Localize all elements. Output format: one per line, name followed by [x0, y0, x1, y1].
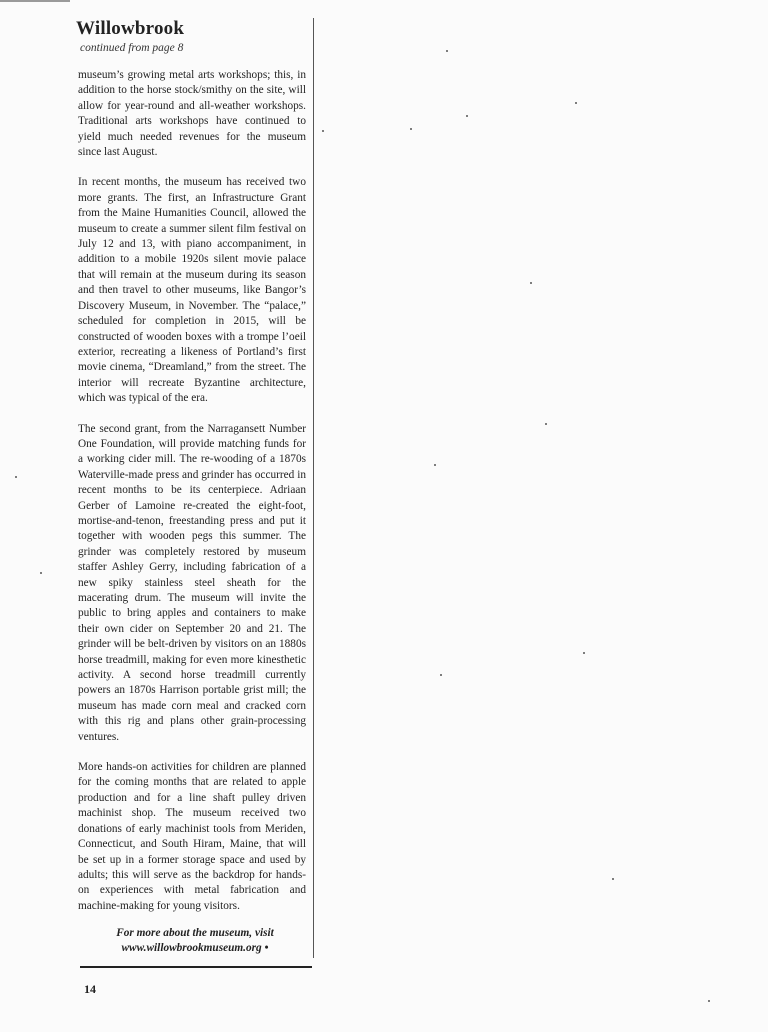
- scan-speck: [15, 476, 17, 478]
- scan-speck: [708, 1000, 710, 1002]
- article-body: [78, 68, 306, 929]
- article-paragraph: The second grant, from the Narragansett Number One Foundation, will provide matching funds for a working cider mill. The re-wooding of a 1870s Waterville-made press and grinder has occurred in recent months to be its centerpiece. Adriaan Gerber of Lamoine re-created the eight-foot, mortise-and-tenon, freestanding press and put it together with wooden pegs this summer. The grinder was completely restored by museum staffer Ashley Gerry, including fabrication of a new spiky stainless steel sheath for the macerating drum. The museum will invite the public to bring apples and containers to make their own cider on September 20 and 21. The grinder will be belt-driven by visitors on an 1880s horse treadmill, making for even more kinesthetic activity. A second horse treadmill currently powers an 1870s Harrison portable grist mill; the museum has made corn meal and cracked corn with this rig and plans other grain-processing ventures.: [78, 422, 306, 743]
- scan-speck: [575, 102, 577, 104]
- closing-note: For more about the museum, visit www.willowbrookmuseum.org •: [116, 927, 274, 954]
- scan-speck: [434, 464, 436, 466]
- column-divider: [313, 18, 314, 958]
- scan-speck: [612, 878, 614, 880]
- scan-speck: [440, 674, 442, 676]
- scan-speck: [40, 572, 42, 574]
- scan-speck: [545, 423, 547, 425]
- scan-speck: [466, 115, 468, 117]
- scan-speck: [583, 652, 585, 654]
- scan-speck: [322, 130, 324, 132]
- bottom-rule: [80, 966, 312, 968]
- scan-speck: [410, 128, 412, 130]
- article-title: Willowbrook: [76, 18, 185, 39]
- article-paragraph: In recent months, the museum has received two more grants. The first, an Infrastructure Grant from the Maine Humanities Council, allowed the museum to create a summer silent film festival on July 12 and 13, with piano accompaniment, in addition to a mobile 1920s silent movie palace that will remain at the museum during its season and then travel to other museums, like Bangor’s Discovery Museum, in November. The “palace,” scheduled for completion in 2015, will be constructed of wooden boxes with a trompe l’oeil exterior, recreating a likeness of Portland’s first movie cinema, “Dreamland,” from the street. The interior will recreate Byzantine architecture, which was typical of the era.: [78, 176, 306, 405]
- scan-edge-line: [0, 0, 70, 2]
- scan-speck: [530, 282, 532, 284]
- continuation-note: continued from page 8: [80, 42, 184, 54]
- article-paragraph: More hands-on activities for children are planned for the coming months that are related to apple production and for a line shaft pulley driven machinist shop. The museum received two donations of early machinist tools from Meriden, Connecticut, and South Hiram, Maine, that will be set up in a former storage space and used by adults; this will serve as the backdrop for hands-on experiences with metal fabrication and machine-making for young visitors.: [78, 761, 306, 912]
- scan-speck: [446, 50, 448, 52]
- article-paragraph: museum’s growing metal arts workshops; this, in addition to the horse stock/smithy on the site, will allow for year-round and all-weather workshops. Traditional arts workshops have continued to yield much needed revenues for the museum since last August.: [78, 69, 306, 159]
- page-number: 14: [84, 982, 96, 996]
